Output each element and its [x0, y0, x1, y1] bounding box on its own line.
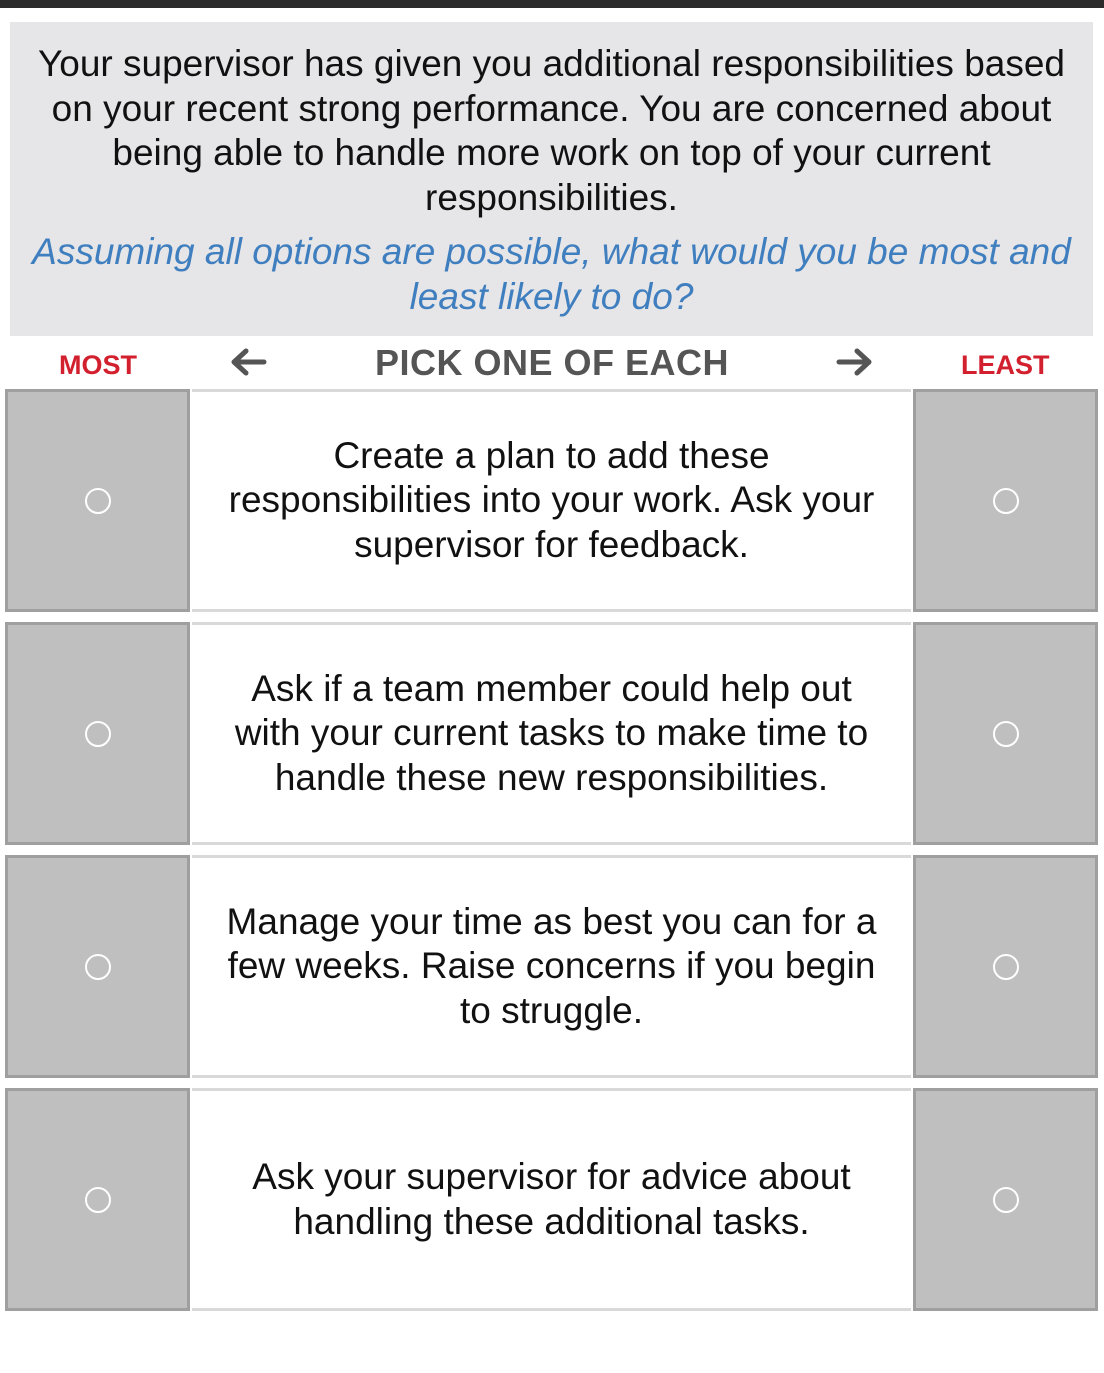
option-row	[5, 855, 1099, 1078]
most-radio[interactable]	[85, 1187, 111, 1213]
option-text-cell	[192, 622, 911, 845]
most-select-cell[interactable]	[5, 855, 190, 1078]
prompt-text: Assuming all options are possible, what would you be most and least likely to do?	[32, 231, 1071, 317]
most-select-cell[interactable]	[5, 389, 190, 612]
most-radio[interactable]	[85, 488, 111, 514]
option-text-cell	[192, 1088, 911, 1311]
least-select-cell[interactable]	[913, 622, 1098, 845]
option-row	[5, 389, 1099, 612]
most-select-cell[interactable]	[5, 622, 190, 845]
most-select-cell[interactable]	[5, 1088, 190, 1311]
most-radio[interactable]	[85, 954, 111, 980]
most-label: MOST	[59, 350, 137, 380]
option-row	[5, 622, 1099, 845]
arrow-right-icon	[835, 344, 875, 380]
least-radio[interactable]	[993, 488, 1019, 514]
option-text: Ask your supervisor for advice about handling these additional tasks.	[252, 1156, 851, 1242]
option-text: Ask if a team member could help out with your current tasks to make time to handle these new responsibilities.	[234, 667, 869, 798]
least-select-cell[interactable]	[913, 389, 1098, 612]
least-radio[interactable]	[993, 1187, 1019, 1213]
option-text-cell	[192, 389, 911, 612]
option-text: Manage your time as best you can for a few weeks. Raise concerns if you begin to struggle.	[226, 900, 877, 1031]
question-panel	[10, 22, 1093, 336]
option-text: Create a plan to add these responsibilities into your work. Ask your supervisor for feedback.	[228, 434, 875, 565]
least-label: LEAST	[961, 350, 1050, 380]
column-header	[0, 336, 1104, 388]
instruction-text: PICK ONE OF EACH	[374, 342, 730, 383]
scenario-text: Your supervisor has given you additional responsibilities based on your recent strong performance. You are concerned about being able to handle more work on top of your current responsibilities.	[37, 43, 1066, 218]
option-row	[5, 1088, 1099, 1311]
least-select-cell[interactable]	[913, 855, 1098, 1078]
least-select-cell[interactable]	[913, 1088, 1098, 1311]
most-radio[interactable]	[85, 721, 111, 747]
option-text-cell	[192, 855, 911, 1078]
top-bar	[0, 0, 1104, 8]
least-radio[interactable]	[993, 954, 1019, 980]
least-radio[interactable]	[993, 721, 1019, 747]
